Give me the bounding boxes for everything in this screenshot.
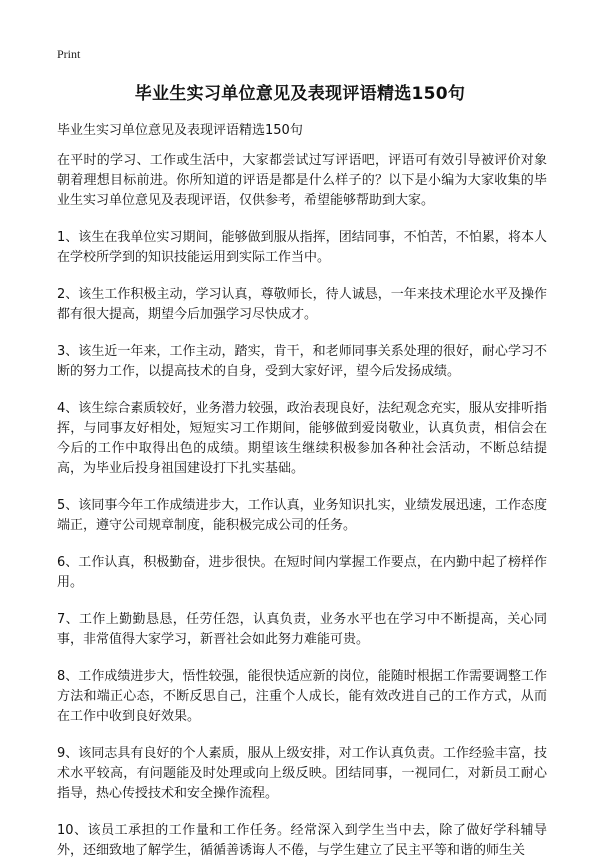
comment-item-2: 2、该生工作积极主动，学习认真，尊敬师长，待人诚恳，一年来技术理论水平及操作都有很大提高，期望今后加强学习尽快成才。 <box>57 287 547 322</box>
comment-item-5: 5、该同事今年工作成绩进步大，工作认真，业务知识扎实，业绩发展迅速，工作态度端正，遵守公司规章制度，能积极完成公司的任务。 <box>57 498 547 533</box>
comment-item-1: 1、该生在我单位实习期间，能够做到服从指挥，团结同事，不怕苦，不怕累，将本人在学校所学到的知识技能运用到实际工作当中。 <box>57 230 547 265</box>
document-body <box>57 151 547 861</box>
comment-item-10: 10、该员工承担的工作量和工作任务。经常深入到学生当中去，除了做好学科辅导外，还细致地了解学生，循循善诱诲人不倦，与学生建立了民主平等和谐的师生关 <box>57 823 547 858</box>
document-title: 毕业生实习单位意见及表现评语精选150句 <box>134 84 466 104</box>
comment-item-9: 9、该同志具有良好的个人素质，服从上级安排，对工作认真负责。工作经验丰富，技术水平较高，有问题能及时处理或向上级反映。团结同事，一视同仁，对新员工耐心指导，热心传授技术和安全操作流程。 <box>57 746 547 801</box>
comment-item-7: 7、工作上勤勤恳恳，任劳任怨，认真负责，业务水平也在学习中不断提高，关心同事，非常值得大家学习，新晋社会如此努力难能可贵。 <box>57 612 547 647</box>
comment-item-3: 3、该生近一年来，工作主动，踏实，肯干，和老师同事关系处理的很好，耐心学习不断的努力工作，以提高技术的自身，受到大家好评，望今后发扬成绩。 <box>57 344 547 379</box>
print-label: Print <box>57 47 81 61</box>
comment-item-4: 4、该生综合素质较好，业务潜力较强，政治表现良好，法纪观念充实，服从安排听指挥，与同事友好相处，短短实习工作期间，能够做到爱岗敬业，认真负责，相信会在今后的工作中取得出色的成绩。期望该生继续积极参加各种社会活动，不断总结提高，为毕业后投身祖国建设打下扎实基础。 <box>57 401 547 476</box>
intro-paragraph: 在平时的学习、工作或生活中，大家都尝试过写评语吧，评语可有效引导被评价对象朝着理想目标前进。你所知道的评语是都是什么样子的？以下是小编为大家收集的毕业生实习单位意见及表现评语，仅供参考，希望能够帮助到大家。 <box>57 153 547 208</box>
comment-item-8: 8、工作成绩进步大，悟性较强，能很快适应新的岗位，能随时根据工作需要调整工作方法和端正心态，不断反思自己，注重个人成长，能有效改进自己的工作方式，从而在工作中收到良好效果。 <box>57 669 547 724</box>
comment-item-6: 6、工作认真，积极勤奋，进步很快。在短时间内掌握工作要点，在内勤中起了榜样作用。 <box>57 555 547 590</box>
document-subtitle: 毕业生实习单位意见及表现评语精选150句 <box>57 123 303 138</box>
